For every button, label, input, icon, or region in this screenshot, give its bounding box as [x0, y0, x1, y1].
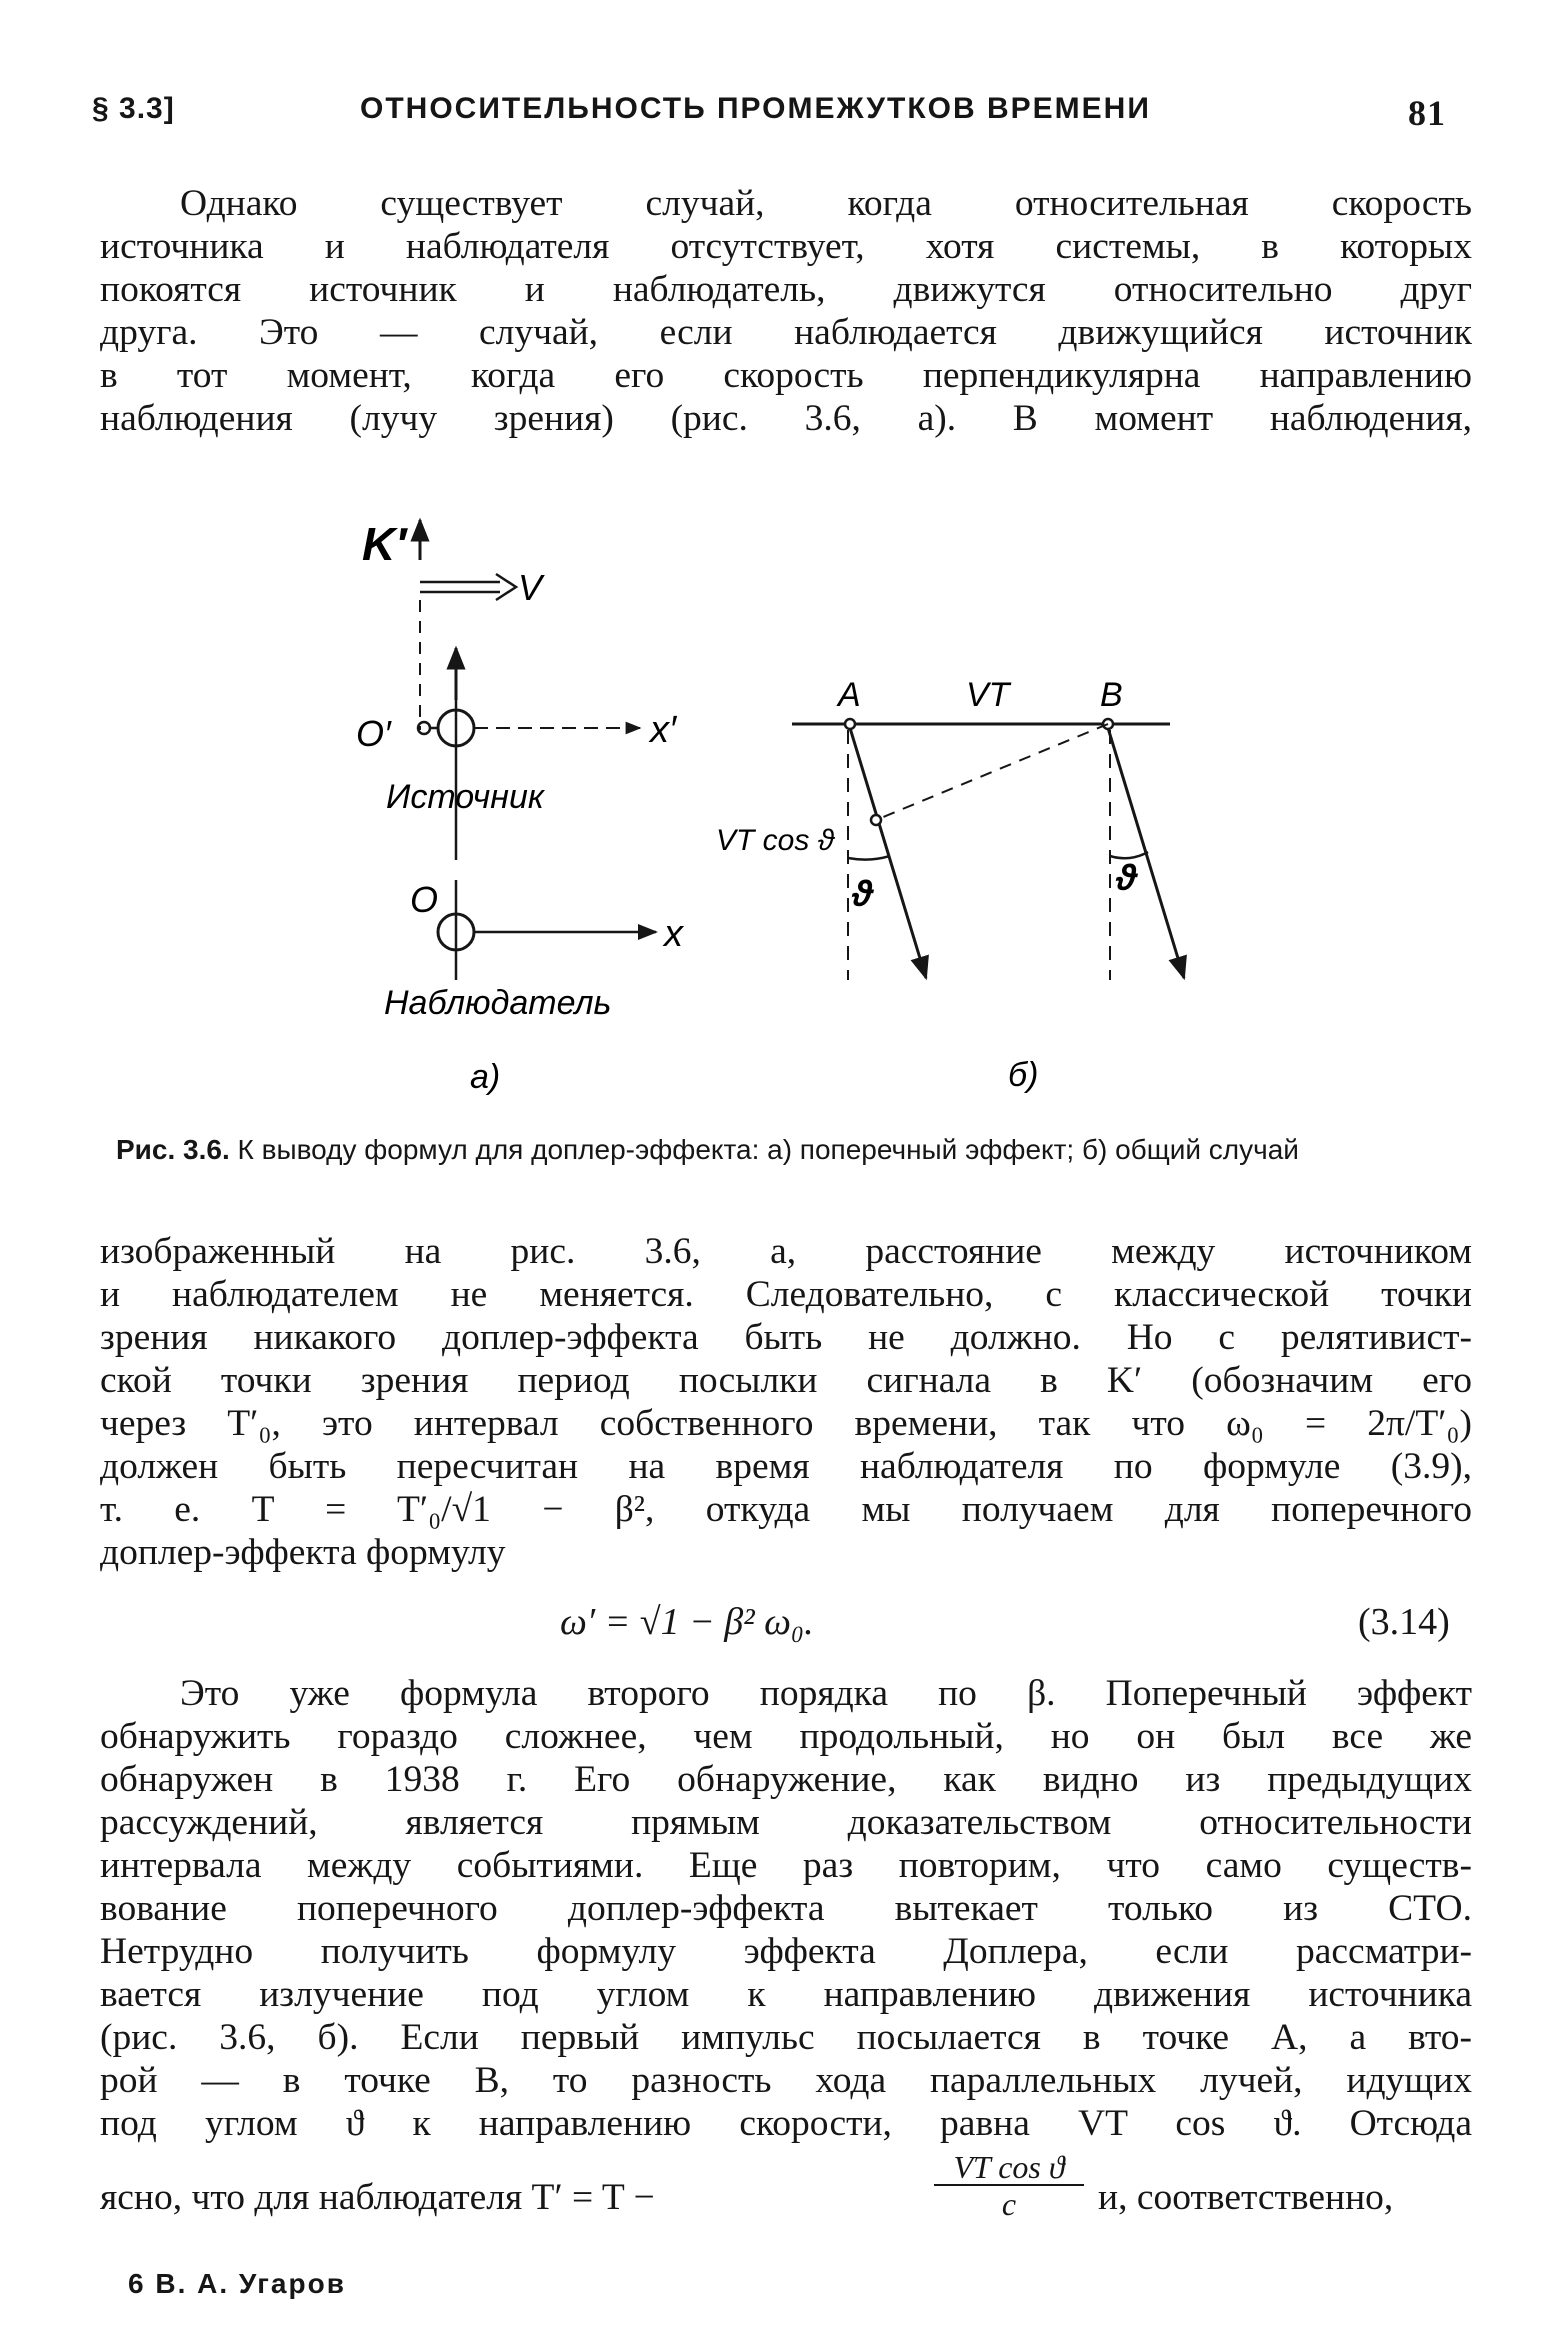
text-line: наблюдения (лучу зрения) (рис. 3.6, а). В момент наблюдения, [100, 398, 1472, 439]
text-line: покоятся источник и наблюдатель, движутся относительно друг [100, 269, 1472, 310]
fraction-line-prefix: ясно, что для наблюдателя T′ = T − [100, 2177, 655, 2218]
text-line: друга. Это — случай, если наблюдается движущийся источник [100, 312, 1472, 353]
point-a-label: A [838, 676, 861, 714]
panel-a-label: а) [470, 1058, 501, 1096]
text-line: источника и наблюдателя отсутствует, хотя системы, в которых [100, 226, 1472, 267]
text-line: обнаружен в 1938 г. Его обнаружение, как видно из предыдущих [100, 1759, 1472, 1800]
equation-number: (3.14) [1358, 1601, 1450, 1643]
text-line: рой — в точке B, то разность хода параллельных лучей, идущих [100, 2060, 1472, 2101]
running-title: ОТНОСИТЕЛЬНОСТЬ ПРОМЕЖУТКОВ ВРЕМЕНИ [360, 92, 1151, 125]
caption-number: Рис. 3.6. [116, 1134, 230, 1165]
text-line: (рис. 3.6, б). Если первый импульс посылается в точке A, а вто- [100, 2017, 1472, 2058]
text-line: под углом ϑ к направлению скорости, равна VT cos ϑ. Отсюда [100, 2103, 1472, 2144]
figure-caption [116, 1134, 1476, 1166]
perpendicular-dashed [876, 724, 1108, 820]
text-line: зрения никакого доплер-эффекта быть не должно. Но с релятивист- [100, 1317, 1472, 1358]
text-line: в тот момент, когда его скорость перпендикулярна направлению [100, 355, 1472, 396]
paragraph-3 [100, 1672, 1472, 2145]
text-line: Однако существует случай, когда относительная скорость [180, 183, 1472, 224]
fraction-line [100, 2150, 1472, 2230]
angle-arc-a [848, 856, 890, 860]
ray-from-a [850, 728, 926, 978]
segment-label: VT [966, 676, 1010, 714]
text-line: должен быть пересчитан на время наблюдателя по формуле (3.9), [100, 1446, 1472, 1487]
figure-panel-a [356, 518, 685, 1096]
page-footer: 6 В. А. Угаров [128, 2268, 346, 2299]
caption-text: К выводу формул для доплер-эффекта: а) поперечный эффект; б) общий случай [237, 1134, 1299, 1165]
panel-b-label: б) [1008, 1056, 1039, 1094]
observer-label: Наблюдатель [384, 984, 612, 1022]
text-line: и наблюдателем не меняется. Следовательно, с классической точки [100, 1274, 1472, 1315]
text-line: обнаружить гораздо сложнее, чем продольный, но он был все же [100, 1716, 1472, 1757]
velocity-label: V [518, 567, 543, 608]
paragraph-2 [100, 1230, 1472, 1574]
projection-point [871, 815, 881, 825]
frame-label: K′ [362, 518, 407, 570]
text-line: рассуждений, является прямым доказательством относительности [100, 1802, 1472, 1843]
section-number: § 3.3] [92, 92, 175, 125]
fraction [934, 2150, 1084, 2222]
text-line: через T′₀, это интервал собственного времени, так что ω₀ = 2π/T′₀) [100, 1403, 1472, 1444]
text-line: Нетрудно получить формулу эффекта Доплера, если рассматри- [100, 1931, 1472, 1972]
text-line: т. е. T = T′₀/√1 − β², откуда мы получаем для поперечного [100, 1489, 1472, 1530]
angle-label-b: ϑ [1116, 857, 1138, 898]
text-line: изображенный на рис. 3.6, а, расстояние между источником [100, 1231, 1472, 1272]
text-line: Это уже формула второго порядка по β. Поперечный эффект [180, 1673, 1472, 1714]
origin-label: O [410, 879, 439, 920]
angle-label-a: ϑ [852, 873, 874, 914]
text-line: вование поперечного доплер-эффекта вытекает только из СТО. [100, 1888, 1472, 1929]
fraction-numerator: VT cos ϑ [934, 2150, 1084, 2186]
text-line: ской точки зрения период посылки сигнала в K′ (обозначим его [100, 1360, 1472, 1401]
text-line: доплер-эффекта формулу [100, 1532, 506, 1573]
page-number: 81 [1408, 93, 1446, 133]
text-line: вается излучение под углом к направлению движения источника [100, 1974, 1472, 2015]
equation-3-14: ω′ = √1 − β² ω₀. [560, 1601, 814, 1643]
text-line: интервала между событиями. Еще раз повторим, что само существ- [100, 1845, 1472, 1886]
point-a [845, 719, 855, 729]
source-label: Источник [386, 778, 544, 816]
figure-panel-b [716, 676, 1184, 1094]
fraction-line-suffix: и, соответственно, [1098, 2177, 1394, 2218]
x-prime-label: x′ [650, 709, 677, 751]
point-b-label: B [1100, 676, 1123, 714]
x-label: x [664, 913, 683, 955]
projection-label: VT cos ϑ [716, 824, 835, 857]
origin-prime-label: O′ [356, 713, 391, 754]
fraction-denominator: c [1001, 2186, 1017, 2222]
